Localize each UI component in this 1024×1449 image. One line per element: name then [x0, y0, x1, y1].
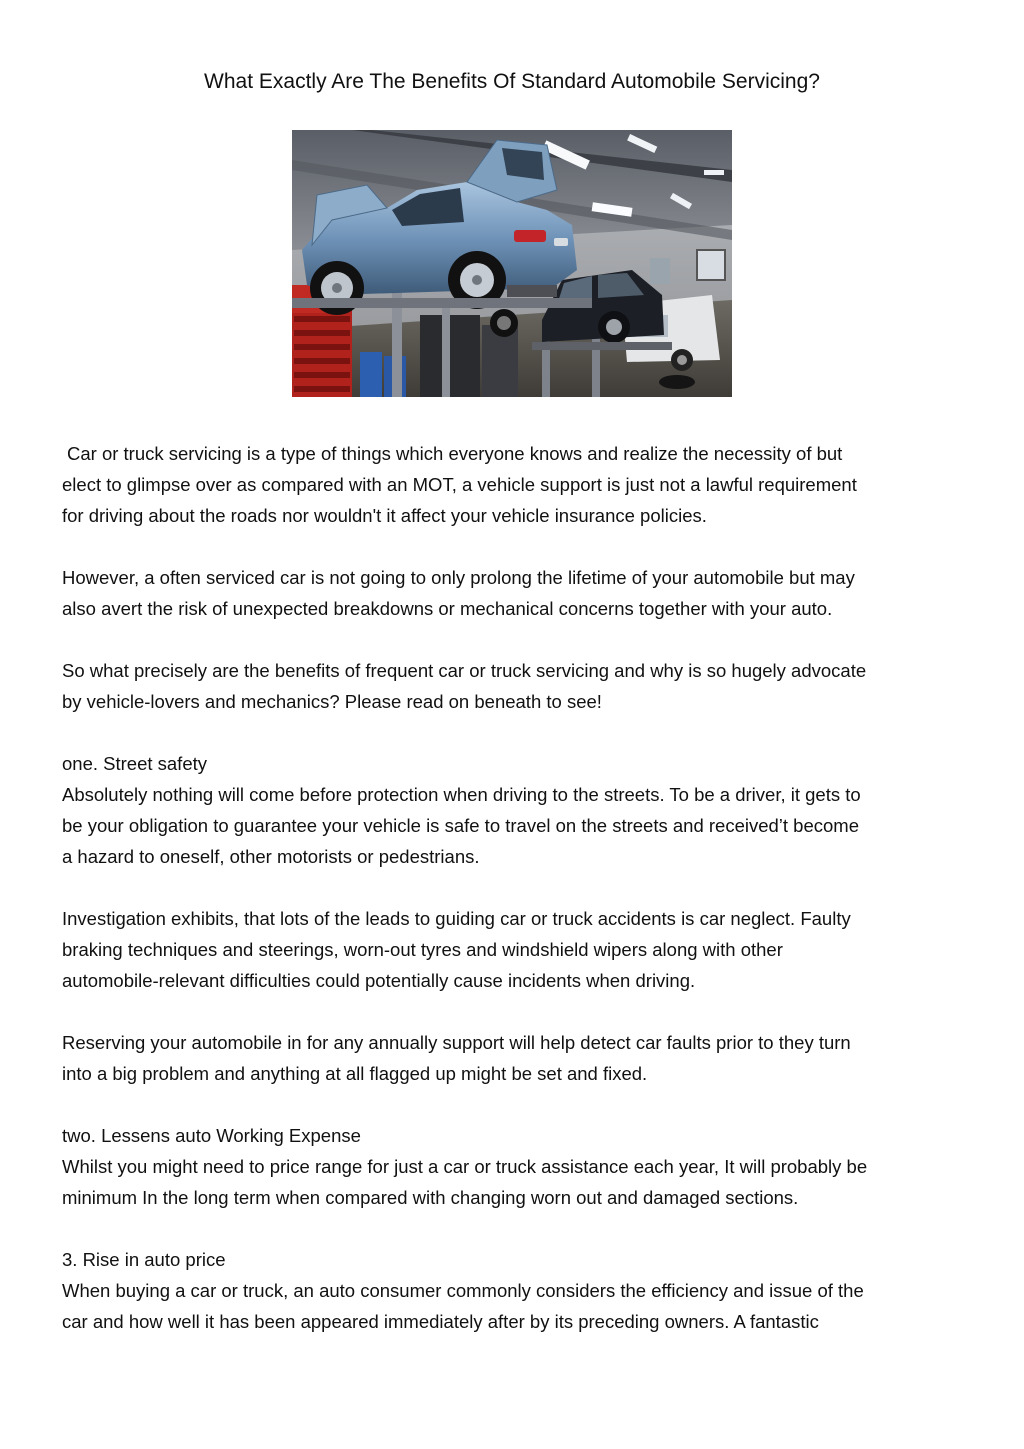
- section-running-cost: [62, 1120, 968, 1213]
- text-line: So what precisely are the benefits of frequent car or truck servicing and why is so hugely advocate: [62, 660, 867, 681]
- garage-photo-icon: [292, 130, 732, 397]
- section-heading: two. Lessens auto Working Expense: [62, 1125, 361, 1146]
- text-line: braking techniques and steerings, worn-out tyres and windshield wipers along with other: [62, 939, 783, 960]
- paragraph: [62, 1027, 968, 1089]
- paragraph-intro: [62, 438, 968, 531]
- garage-photo: [292, 130, 732, 397]
- text-line: by vehicle-lovers and mechanics? Please read on beneath to see!: [62, 691, 602, 712]
- paragraph: [62, 655, 968, 717]
- section-heading: 3. Rise in auto price: [62, 1249, 226, 1270]
- text-line: Reserving your automobile in for any annually support will help detect car faults prior to they turn: [62, 1032, 851, 1053]
- text-line: a hazard to oneself, other motorists or pedestrians.: [62, 846, 480, 867]
- text-line: Whilst you might need to price range for just a car or truck assistance each year, It will probably be: [62, 1156, 868, 1177]
- paragraph: [62, 903, 968, 996]
- section-heading: one. Street safety: [62, 753, 208, 774]
- section-road-safety: [62, 748, 968, 872]
- text-line: Absolutely nothing will come before protection when driving to the streets. To be a driver, it gets to: [62, 784, 861, 805]
- text-line: into a big problem and anything at all flagged up might be set and fixed.: [62, 1063, 648, 1084]
- text-line: elect to glimpse over as compared with an MOT, a vehicle support is just not a lawful requirement: [62, 474, 857, 495]
- section-car-value: [62, 1244, 968, 1337]
- text-line: When buying a car or truck, an auto consumer commonly considers the efficiency and issue of the: [62, 1280, 864, 1301]
- text-line: car and how well it has been appeared immediately after by its preceding owners. A fantastic: [62, 1311, 819, 1332]
- page-title: What Exactly Are The Benefits Of Standard Automobile Servicing?: [204, 70, 820, 93]
- paragraph: [62, 562, 968, 624]
- text-line: minimum In the long term when compared with changing worn out and damaged sections.: [62, 1187, 799, 1208]
- text-line: automobile-relevant difficulties could potentially cause incidents when driving.: [62, 970, 696, 991]
- article-body: [62, 438, 968, 1368]
- text-line: Investigation exhibits, that lots of the leads to guiding car or truck accidents is car neglect. Faulty: [62, 908, 851, 929]
- text-line: also avert the risk of unexpected breakdowns or mechanical concerns together with your auto.: [62, 598, 833, 619]
- text-line: However, a often serviced car is not going to only prolong the lifetime of your automobile but may: [62, 567, 855, 588]
- text-line: Car or truck servicing is a type of things which everyone knows and realize the necessity of but: [67, 443, 843, 464]
- text-line: be your obligation to guarantee your vehicle is safe to travel on the streets and received’t become: [62, 815, 859, 836]
- text-line: for driving about the roads nor wouldn't it affect your vehicle insurance policies.: [62, 505, 707, 526]
